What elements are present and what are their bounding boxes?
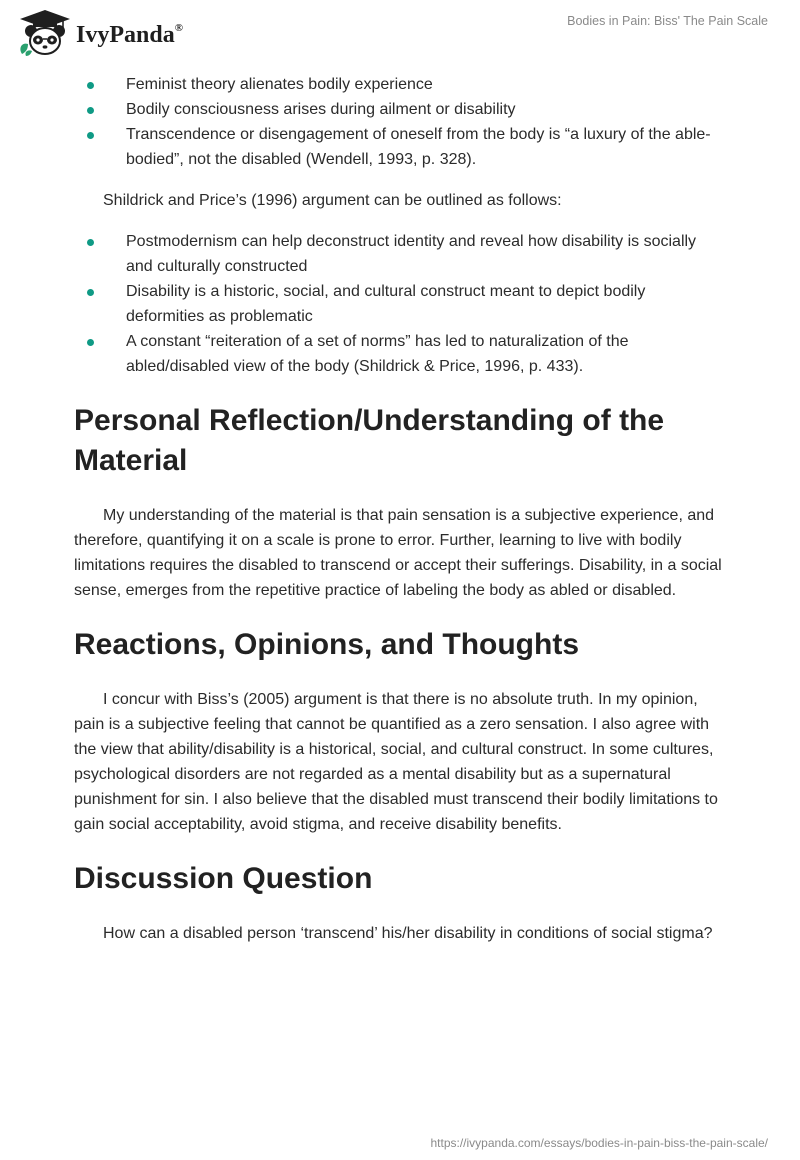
section-heading-discussion: Discussion Question xyxy=(74,862,373,895)
paragraph-intro: Shildrick and Price’s (1996) argument can be outlined as follows: xyxy=(103,192,562,209)
essay-content xyxy=(74,70,724,946)
list-item-text: Bodily consciousness arises during ailment or disability xyxy=(126,101,516,118)
bullet-icon xyxy=(87,107,94,114)
paragraph-reactions: I concur with Biss’s (2005) argument is that there is no absolute truth. In my opinion, pain is a subjective feeling that cannot be quantified as a zero sensation. I also agree with the view that ability/disability is a historical, social, and cultural construct. In some cultures, psychological disorders are not regarded as a mental disability but as a supernatural punishment for sin. I also believe that the disabled must transcend their bodily limitations to gain social acceptability, avoid stigma, and receive disability benefits. xyxy=(74,691,718,833)
bullet-icon xyxy=(87,239,94,246)
list-item xyxy=(74,97,724,122)
panda-graduate-icon xyxy=(16,8,74,58)
source-url[interactable]: https://ivypanda.com/essays/bodies-in-pain-biss-the-pain-scale/ xyxy=(430,1136,768,1150)
shildrick-points-list xyxy=(74,229,724,379)
logo-wordmark xyxy=(76,22,183,49)
list-item xyxy=(74,329,724,379)
bullet-icon xyxy=(87,289,94,296)
list-item xyxy=(74,279,724,329)
logo-text: IvyPanda xyxy=(76,21,175,48)
registered-mark: ® xyxy=(174,21,183,34)
list-item-text: Disability is a historic, social, and cultural construct meant to depict bodily deformities as problematic xyxy=(126,283,646,325)
page-header xyxy=(0,0,800,70)
ivypanda-logo[interactable] xyxy=(16,8,183,58)
list-item-text: Postmodernism can help deconstruct identity and reveal how disability is socially and culturally constructed xyxy=(126,233,697,275)
wendell-points-list xyxy=(74,72,724,172)
bullet-icon xyxy=(87,132,94,139)
document-title: Bodies in Pain: Biss' The Pain Scale xyxy=(567,14,768,28)
paragraph-discussion: How can a disabled person ‘transcend’ his/her disability in conditions of social stigma? xyxy=(103,925,713,942)
list-item-text: Feminist theory alienates bodily experience xyxy=(126,76,433,93)
bullet-icon xyxy=(87,82,94,89)
list-item xyxy=(74,229,724,279)
section-heading-reactions: Reactions, Opinions, and Thoughts xyxy=(74,628,580,661)
list-item-text: A constant “reiteration of a set of norms” has led to naturalization of the abled/disabled view of the body (Shildrick & Price, 1996, p. 433). xyxy=(126,333,629,375)
paragraph-reflection: My understanding of the material is that pain sensation is a subjective experience, and therefore, quantifying it on a scale is prone to error. Further, learning to live with bodily limitations requires the disabled to transcend or accept their sufferings. Disability, in a social sense, emerges from the repetitive practice of labeling the body as abled or disabled. xyxy=(74,507,722,599)
bullet-icon xyxy=(87,339,94,346)
section-heading-reflection: Personal Reflection/Understanding of the Material xyxy=(74,404,665,477)
list-item xyxy=(74,122,724,172)
list-item-text: Transcendence or disengagement of oneself from the body is “a luxury of the able-bodied”, not the disabled (Wendell, 1993, p. 328). xyxy=(126,126,711,168)
list-item xyxy=(74,72,724,97)
